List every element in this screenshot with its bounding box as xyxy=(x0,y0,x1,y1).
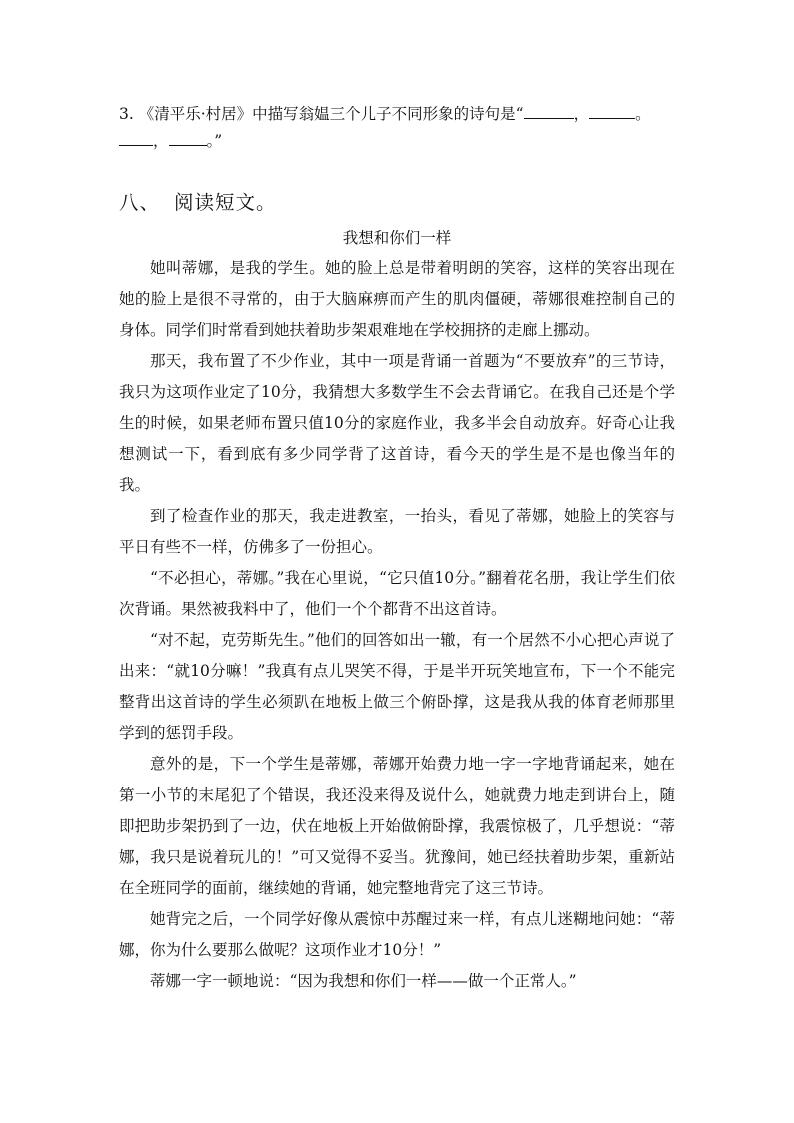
paragraph: 到了检查作业的那天，我走进教室，一抬头，看见了蒂娜，她脸上的笑容与平日有些不一样，仿佛多了一份担心。 xyxy=(119,507,675,556)
paragraph: 意外的是，下一个学生是蒂娜，蒂娜开始费力地一字一字地背诵起来，她在第一小节的末尾犯了个错误，我还没来得及说什么，她就费力地走到讲台上，随即把助步架扔到了一边，伏在地板上开始做俯卧撑，我震惊极了，几乎想说：“蒂娜，我只是说着玩儿的！”可又觉得不妥当。犹豫间，她已经扶着助步架，重新站在全班同学的面前，继续她的背诵，她完整地背完了这三节诗。 xyxy=(119,755,675,897)
answer-blank-2[interactable] xyxy=(589,104,635,119)
section-title: 阅读短文。 xyxy=(174,191,277,214)
paragraph: “不必担心，蒂娜。”我在心里说，“它只值10分。”翻着花名册，我让学生们依次背诵。果然被我料中了，他们一个个都背不出这首诗。 xyxy=(119,569,675,618)
section-number: 八、 xyxy=(119,191,161,214)
answer-blank-3[interactable] xyxy=(119,131,153,146)
paragraph: 那天，我布置了不少作业，其中一项是背诵一首题为“不要放弃”的三节诗，我只为这项作业定了10分，我猜想大多数学生不会去背诵它。在我自己还是个学生的时候，如果老师布置只值10分的家庭作业，我多半会自动放弃。好奇心让我想测试一下，看到底有多少同学背了这首诗，看今天的学生是不是也像当年的我。 xyxy=(119,352,675,494)
paragraph: 她叫蒂娜，是我的学生。她的脸上总是带着明朗的笑容，这样的笑容出现在她的脸上是很不寻常的，由于大脑麻痹而产生的肌肉僵硬，蒂娜很难控制自己的身体。同学们时常看到她扶着助步架艰难地在学校拥挤的走廊上挪动。 xyxy=(119,259,675,339)
answer-blank-4[interactable] xyxy=(169,131,207,146)
answer-blank-1[interactable] xyxy=(524,104,574,119)
question-3-text: 3. 《清平乐·村居》中描写翁媪三个儿子不同形象的诗句是“ xyxy=(119,105,524,123)
question-3-end: 。” xyxy=(206,132,223,150)
story-body xyxy=(119,253,675,997)
paragraph: “对不起，克劳斯先生。”他们的回答如出一辙，有一个居然不小心把心声说了出来：“就10分嘛！”我真有点儿哭笑不得，于是半开玩笑地宣布，下一个不能完整背出这首诗的学生必须趴在地板上做三个俯卧撑，这是我从我的体育老师那里学到的惩罚手段。 xyxy=(119,631,675,742)
question-3-period-1: 。 xyxy=(635,105,651,123)
story-title: 我想和你们一样 xyxy=(342,229,452,247)
paragraph: 蒂娜一字一顿地说：“因为我想和你们一样——做一个正常人。” xyxy=(150,972,577,990)
section-heading xyxy=(119,187,277,215)
paragraph: 她背完之后，一个同学好像从震惊中苏醒过来一样，有点儿迷糊地问她：“蒂娜，你为什么要那么做呢？这项作业才10分！” xyxy=(119,910,675,959)
question-3-comma-2: ， xyxy=(153,132,169,150)
question-3-comma-1: ， xyxy=(573,105,590,123)
question-3 xyxy=(119,101,679,155)
